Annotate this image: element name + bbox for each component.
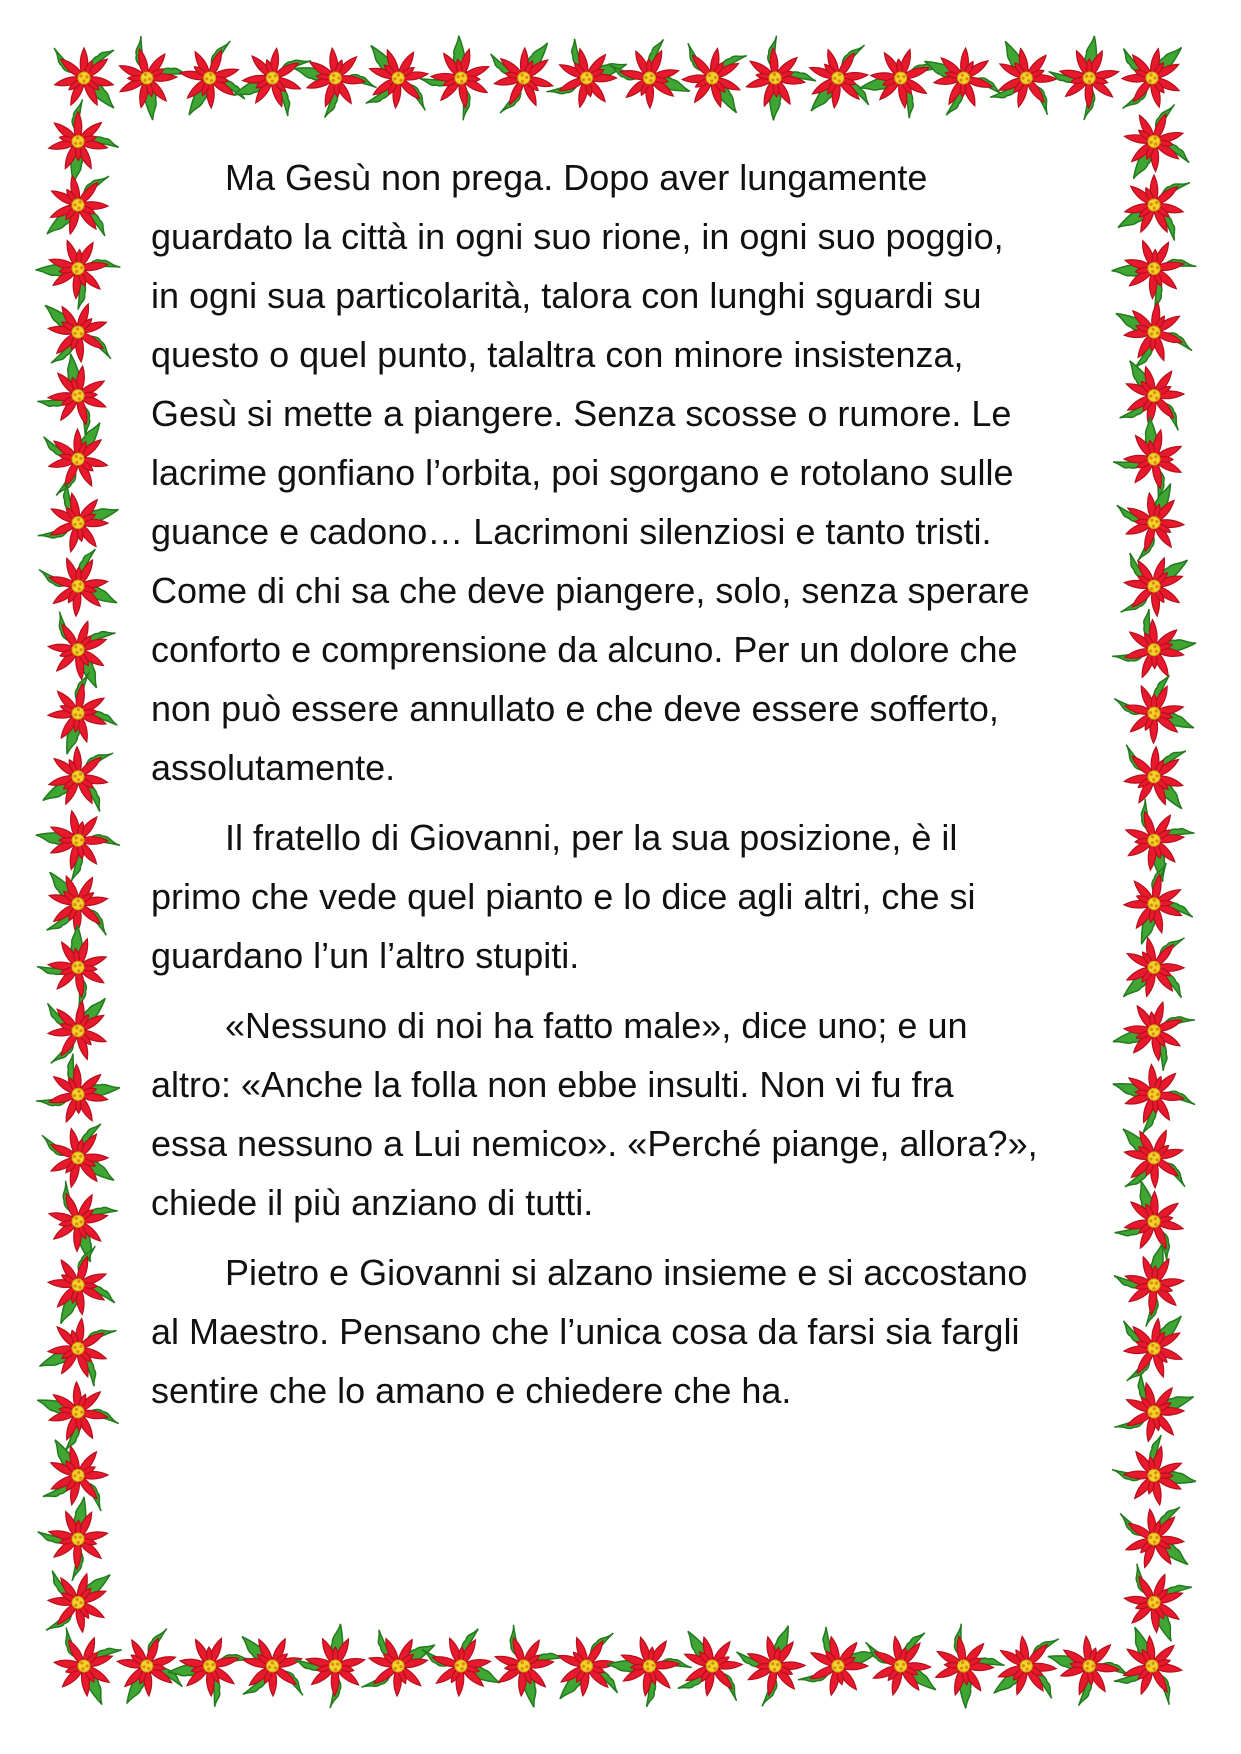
poinsettia-icon — [36, 925, 121, 1010]
poinsettia-icon — [47, 174, 109, 236]
text-line: guardato la città in ogni suo rione, in ogni suo poggio, — [151, 216, 1004, 257]
poinsettia-icon — [609, 38, 690, 119]
paragraph — [151, 1243, 1101, 1420]
poinsettia-icon — [45, 1628, 122, 1705]
poinsettia-icon — [554, 1633, 620, 1699]
text-line: al Maestro. Pensano che l’unica cosa da farsi sia fargli — [151, 1311, 1020, 1352]
text-line: altro: «Anche la folla non ebbe insulti. Non vi fu fra — [151, 1064, 954, 1105]
text-line: questo o quel punto, talaltra con minore insistenza, — [151, 334, 964, 375]
story-text — [151, 148, 1101, 1431]
poinsettia-icon — [1114, 673, 1194, 753]
poinsettia-icon — [1047, 36, 1131, 120]
poinsettia-icon — [1121, 553, 1188, 620]
poinsettia-icon — [36, 1052, 120, 1136]
poinsettia-icon — [361, 1629, 435, 1703]
text-line: essa nessuno a Lui nemico». «Perché piange, allora?», — [151, 1123, 1038, 1164]
poinsettia-icon — [46, 1570, 110, 1634]
poinsettia-icon — [607, 1624, 692, 1709]
text-line: guance e cadono… Lacrimoni silenziosi e tanto tristi. — [151, 511, 992, 552]
poinsettia-icon — [36, 226, 121, 311]
poinsettia-icon — [109, 1628, 184, 1703]
text-line: guardano l’un l’altro stupiti. — [151, 935, 580, 976]
poinsettia-icon — [36, 354, 120, 438]
poinsettia-icon — [422, 1627, 500, 1705]
poinsettia-icon — [1121, 1316, 1186, 1381]
poinsettia-icon — [1114, 1181, 1195, 1262]
paragraph — [151, 148, 1101, 797]
poinsettia-icon — [234, 39, 312, 117]
poinsettia-icon — [1112, 608, 1196, 692]
poinsettia-icon — [1116, 294, 1192, 370]
poinsettia-icon — [1122, 745, 1186, 809]
poinsettia-icon — [366, 45, 431, 110]
poinsettia-icon — [36, 99, 120, 184]
poinsettia-icon — [42, 423, 115, 496]
poinsettia-icon — [36, 1497, 120, 1581]
poinsettia-icon — [45, 998, 110, 1063]
text-line: chiede il più anziano di tutti. — [151, 1182, 594, 1223]
poinsettia-icon — [1123, 1127, 1185, 1189]
poinsettia-icon — [36, 798, 120, 882]
poinsettia-icon — [242, 1635, 303, 1696]
poinsettia-icon — [1120, 1505, 1188, 1573]
poinsettia-icon — [921, 1624, 1006, 1709]
poinsettia-icon — [1113, 990, 1195, 1072]
paragraph — [151, 808, 1101, 985]
text-line: Pietro e Giovanni si alzano insieme e si accostano — [225, 1252, 1028, 1293]
poinsettia-icon — [990, 41, 1064, 115]
poinsettia-icon — [54, 48, 114, 108]
poinsettia-icon — [1119, 361, 1189, 431]
text-line: Ma Gesù non prega. Dopo aver lungamente — [225, 157, 928, 198]
poinsettia-icon — [39, 547, 117, 625]
poinsettia-icon — [483, 1625, 565, 1707]
poinsettia-icon — [489, 43, 559, 114]
poinsettia-icon — [105, 36, 189, 120]
poinsettia-icon — [39, 1246, 117, 1324]
text-line: Gesù si mette a piangere. Senza scosse o rumore. Le — [151, 393, 1012, 434]
poinsettia-icon — [1115, 1564, 1193, 1642]
poinsettia-icon — [1113, 1053, 1195, 1135]
text-line: Il fratello di Giovanni, per la sua posizione, è il — [225, 817, 958, 858]
poinsettia-icon — [1112, 799, 1195, 882]
poinsettia-icon — [546, 38, 626, 118]
poinsettia-icon — [1112, 417, 1197, 501]
poinsettia-icon — [1112, 1243, 1195, 1326]
poinsettia-icon — [798, 1626, 878, 1706]
poinsettia-icon — [43, 741, 113, 812]
poinsettia-icon — [677, 43, 747, 113]
text-line: lacrime gonfiano l’orbita, poi sgorgano e rotolano sulle — [151, 452, 1014, 493]
poinsettia-icon — [1112, 1433, 1196, 1517]
text-line: non può essere annullato e che deve essere sofferto, — [151, 688, 999, 729]
poinsettia-icon — [1123, 937, 1184, 998]
poinsettia-icon — [1121, 47, 1182, 108]
poinsettia-icon — [38, 482, 119, 563]
poinsettia-icon — [1048, 1625, 1131, 1708]
poinsettia-icon — [37, 1371, 119, 1453]
text-line: sentire che lo amano e chiedere che ha. — [151, 1370, 792, 1411]
poinsettia-icon — [293, 1624, 377, 1708]
poinsettia-icon — [735, 1626, 816, 1707]
poinsettia-icon — [168, 1624, 252, 1708]
poinsettia-icon — [1113, 863, 1194, 944]
text-line: assolutamente. — [151, 747, 396, 788]
text-line: Come di chi sa che deve piangere, solo, senza sperare — [151, 570, 1030, 611]
poinsettia-icon — [1115, 484, 1193, 562]
poinsettia-icon — [1117, 104, 1191, 178]
poinsettia-icon — [173, 41, 247, 115]
text-line: conforto e comprensione da alcuno. Per un dolore che — [151, 629, 1018, 670]
poinsettia-icon — [42, 1440, 113, 1511]
poinsettia-icon — [859, 37, 941, 119]
poinsettia-icon — [419, 36, 504, 121]
poinsettia-icon — [40, 1310, 117, 1387]
poinsettia-icon — [294, 37, 377, 120]
paragraph — [151, 996, 1101, 1232]
poinsettia-icon — [924, 39, 1002, 117]
poinsettia-icon — [42, 1122, 114, 1194]
text-line: «Nessuno di noi ha fatto male», dice uno; e un — [225, 1005, 968, 1046]
poinsettia-icon — [733, 36, 818, 121]
poinsettia-icon — [805, 45, 871, 111]
poinsettia-icon — [37, 672, 119, 754]
poinsettia-icon — [1118, 169, 1190, 241]
text-line: primo che vede quel pianto e lo dice agli altri, che si — [151, 876, 976, 917]
poinsettia-icon — [865, 1631, 936, 1701]
poinsettia-icon — [1113, 1627, 1191, 1705]
text-line: in ogni sua particolarità, talora con lunghi sguardi su — [151, 275, 982, 316]
poinsettia-icon — [1114, 1372, 1193, 1451]
poinsettia-icon — [37, 1181, 118, 1262]
poinsettia-icon — [994, 1633, 1059, 1698]
poinsettia-icon — [1112, 226, 1197, 311]
poinsettia-icon — [40, 612, 116, 688]
